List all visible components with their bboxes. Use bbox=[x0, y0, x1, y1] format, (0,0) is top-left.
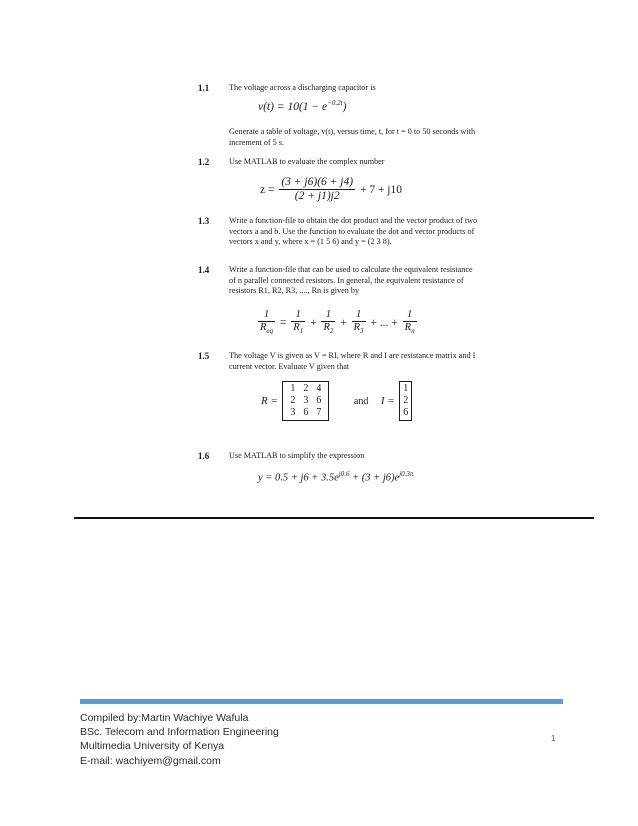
footer-university: Multimedia University of Kenya bbox=[80, 740, 225, 753]
vector-cell: 1 bbox=[403, 383, 409, 394]
matrix-cell: 3 bbox=[290, 407, 296, 418]
symbol: R bbox=[353, 322, 361, 333]
footer-accent-bar bbox=[80, 699, 563, 704]
matrix-cell: 6 bbox=[303, 407, 309, 418]
footer-author: Compiled by:Martin Wachiye Wafula bbox=[80, 712, 249, 724]
problem-text: The voltage across a discharging capacitor is bbox=[229, 83, 376, 92]
problem-number: 1.6 bbox=[198, 451, 210, 461]
matrix-cell: 4 bbox=[316, 383, 322, 394]
ellipsis: + ... + bbox=[370, 317, 398, 330]
and-label: and bbox=[353, 395, 369, 407]
equals-sign: = bbox=[279, 317, 287, 330]
matrix-cell: 7 bbox=[316, 407, 322, 418]
vector-cell: 6 bbox=[403, 407, 409, 418]
fraction-denominator bbox=[258, 322, 275, 337]
equation-complex bbox=[258, 176, 404, 203]
matrix-cell: 6 bbox=[316, 395, 322, 406]
symbol: R bbox=[323, 322, 330, 333]
fraction-numerator: 1 bbox=[291, 309, 305, 322]
vector-i bbox=[399, 381, 412, 421]
matrix-row bbox=[286, 407, 325, 419]
equation-exponent: −0.2t bbox=[327, 99, 343, 107]
symbol: R bbox=[293, 322, 300, 333]
equation-rhs: + 7 + j10 bbox=[359, 183, 402, 196]
fraction-numerator: 1 bbox=[403, 309, 417, 322]
fraction bbox=[403, 309, 417, 337]
equation-expression bbox=[258, 470, 413, 484]
problem-number: 1.1 bbox=[198, 83, 210, 93]
subscript: 3 bbox=[360, 327, 364, 336]
equation-exponent: j0.6 bbox=[338, 470, 350, 478]
fraction bbox=[291, 309, 305, 337]
matrix-cell: 1 bbox=[290, 383, 296, 394]
subscript: 1 bbox=[299, 327, 304, 336]
matrix-r bbox=[282, 381, 329, 421]
problem-text: Use MATLAB to evaluate the complex number bbox=[229, 157, 385, 166]
matrix-row bbox=[286, 395, 325, 407]
fraction bbox=[352, 309, 366, 337]
subscript: eq bbox=[266, 327, 274, 336]
problem-number: 1.2 bbox=[198, 157, 210, 167]
equation-part: y = 0.5 + j6 + 3.5e bbox=[258, 472, 339, 484]
footer-program: BSc. Telecom and Information Engineering bbox=[80, 726, 279, 739]
footer-email: E-mail: wachiyem@gmail.com bbox=[80, 754, 221, 767]
problem-text: Write a function-file that can be used to calculate the equivalent resistance of n parallel connected resistors. In general, the equivalent resistance of resistors R1, R2, R3, ...., Rn is given by bbox=[229, 265, 473, 296]
fraction-numerator: 1 bbox=[321, 309, 335, 322]
matrix-cell: 2 bbox=[290, 395, 296, 406]
page-number: 1 bbox=[551, 734, 556, 743]
fraction-numerator: 1 bbox=[352, 309, 366, 322]
equation-resistance bbox=[258, 309, 417, 337]
problem-text: Generate a table of voltage, v(t), versus time, t, for t = 0 to 50 seconds with increment of 5 s. bbox=[229, 127, 476, 147]
problem-number: 1.5 bbox=[198, 351, 210, 361]
matrix-label-r: R = bbox=[261, 395, 278, 407]
matrix-row bbox=[286, 383, 325, 395]
fraction-denominator bbox=[352, 322, 366, 337]
symbol: R bbox=[260, 322, 267, 333]
horizontal-rule bbox=[74, 517, 594, 519]
equation-voltage bbox=[258, 99, 346, 113]
equation-part: v(t) = 10(1 − e bbox=[258, 100, 328, 113]
problem-text: Use MATLAB to simplify the expression bbox=[229, 451, 365, 460]
fraction-denominator: (2 + j1)j2 bbox=[294, 190, 340, 202]
matrix-label-i: I = bbox=[380, 395, 395, 407]
problem-text: Write a function-file to obtain the dot product and the vector product of two vectors a and b. Use the function to evaluate the dot and vector products of vectors x and y, where x = (1 5 6) and y = (2 3 8). bbox=[229, 216, 478, 247]
matrix-equation bbox=[259, 381, 412, 421]
symbol: R bbox=[404, 322, 412, 333]
plus-sign: + bbox=[340, 317, 347, 330]
equation-exponent: j0.3π bbox=[399, 470, 414, 478]
problem-number: 1.3 bbox=[198, 216, 210, 226]
matrix-cell: 3 bbox=[303, 395, 309, 406]
fraction-numerator: 1 bbox=[258, 309, 275, 322]
footer bbox=[80, 711, 279, 768]
fraction bbox=[321, 309, 335, 337]
fraction-denominator bbox=[321, 322, 335, 337]
fraction-denominator bbox=[403, 322, 417, 337]
fraction bbox=[279, 176, 355, 203]
problem-number: 1.4 bbox=[198, 265, 210, 275]
plus-sign: + bbox=[310, 317, 317, 330]
subscript: n bbox=[411, 327, 415, 336]
vector-cell: 2 bbox=[403, 395, 409, 406]
equation-part: ) bbox=[342, 100, 347, 113]
fraction-numerator: (3 + j6)(6 + j4) bbox=[281, 176, 354, 188]
equation-part: + (3 + j6)e bbox=[349, 472, 400, 484]
subscript: 2 bbox=[329, 327, 334, 336]
fraction-denominator bbox=[291, 322, 305, 337]
matrix-cell: 2 bbox=[303, 383, 309, 394]
equation-lhs: z = bbox=[260, 183, 275, 196]
problem-text: The voltage V is given as V = RI, where R and I are resistance matrix and I current vector. Evaluate V given that bbox=[229, 351, 476, 371]
fraction bbox=[258, 309, 275, 337]
